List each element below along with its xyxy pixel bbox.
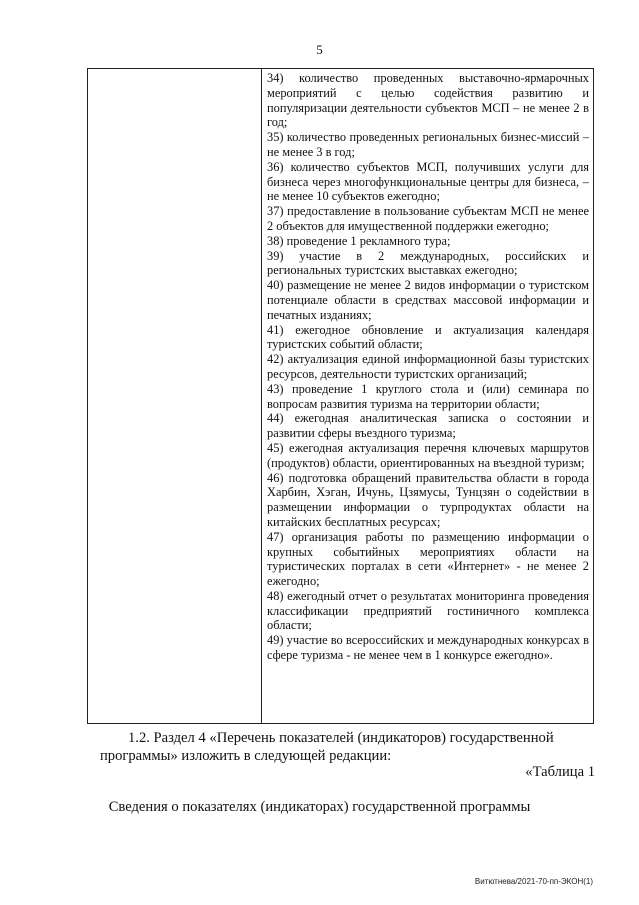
list-item: 48) ежегодный отчет о результатах мониторинга проведения классификации предприятий гостиничного комплекса области; bbox=[267, 588, 589, 633]
list-item: 49) участие во всероссийских и международных конкурсах в сфере туризма - не менее чем в 1 конкурсе ежегодно». bbox=[267, 633, 589, 663]
list-item: 44) ежегодная аналитическая записка о состоянии и развитии сферы въездного туризма; bbox=[267, 411, 589, 441]
amendment-paragraph-continuation: программы» изложить в следующей редакции: bbox=[100, 748, 392, 764]
indicator-table bbox=[87, 68, 594, 724]
table-left-column bbox=[88, 69, 262, 723]
section-title: Сведения о показателях (индикаторах) государственной программы bbox=[108, 799, 531, 815]
amendment-paragraph: 1.2. Раздел 4 «Перечень показателей (индикаторов) государственной bbox=[128, 730, 554, 746]
list-item: 36) количество субъектов МСП, получивших услуги для бизнеса через многофункциональные центры для бизнеса, – не менее 10 субъектов ежегодно; bbox=[267, 159, 589, 204]
document-code: Витютнева/2021-70-пп-ЭКОН(1) bbox=[474, 877, 593, 886]
list-item: 34) количество проведенных выставочно-ярмарочных мероприятий с целью содействия развитию и популяризации деятельности субъектов МСП – не менее 2 в год; bbox=[267, 71, 589, 130]
list-item: 41) ежегодное обновление и актуализация календаря туристских событий области; bbox=[267, 322, 589, 352]
list-item: 35) количество проведенных региональных бизнес-миссий – не менее 3 в год; bbox=[267, 130, 589, 159]
table-caption: «Таблица 1 bbox=[525, 764, 595, 780]
list-item: 47) организация работы по размещению информации о крупных событийных мероприятиях области на туристических порталах в сети «Интернет» - не менее 2 ежегодно; bbox=[267, 529, 589, 589]
list-item: 42) актуализация единой информационной базы туристских ресурсов, деятельности туристских организаций; bbox=[267, 352, 589, 381]
list-item: 45) ежегодная актуализация перечня ключевых маршрутов (продуктов) области, ориентированных на въездной туризм; bbox=[267, 440, 589, 470]
page-number: 5 bbox=[316, 42, 323, 57]
list-item: 38) проведение 1 рекламного тура; bbox=[267, 233, 451, 248]
table-right-column bbox=[262, 69, 593, 723]
list-item: 40) размещение не менее 2 видов информации о туристском потенциале области в средствах массовой информации и печатных изданиях; bbox=[267, 278, 589, 322]
list-item: 37) предоставление в пользование субъектам МСП не менее 2 объектов для имущественной поддержки ежегодно; bbox=[267, 204, 589, 233]
list-item: 46) подготовка обращений правительства области в города Харбин, Хэган, Ичунь, Цзямусы, Тунцзян о содействии в размещении информации о турпродуктах области на китайских бесплатных ресурсах; bbox=[267, 470, 589, 529]
list-item: 43) проведение 1 круглого стола и (или) семинара по вопросам развития туризма на территории области; bbox=[267, 381, 589, 411]
list-item: 39) участие в 2 международных, российских и региональных туристских выставках ежегодно; bbox=[267, 248, 589, 278]
